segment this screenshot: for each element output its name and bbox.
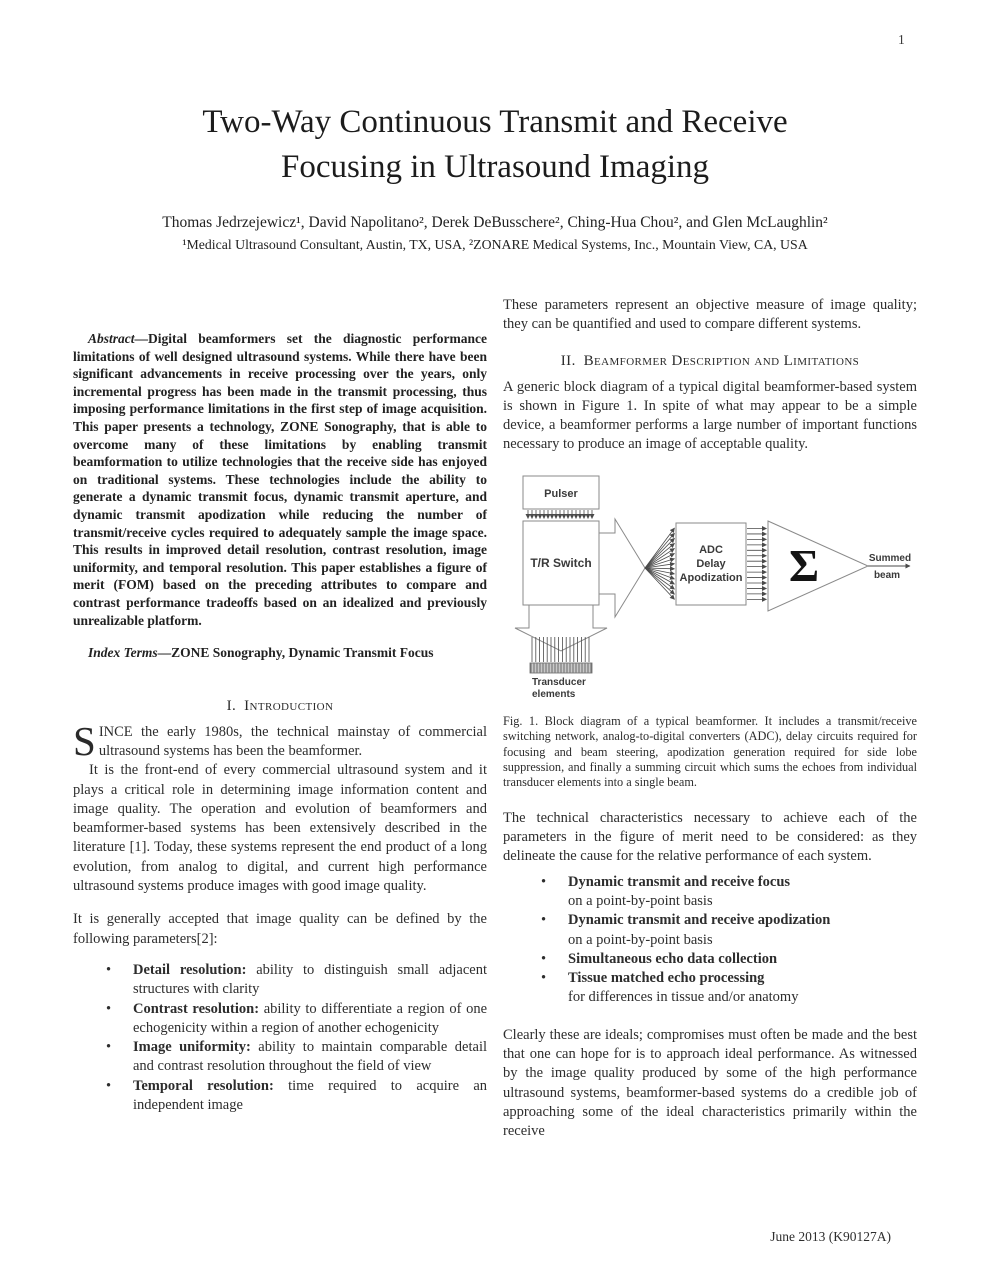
bullet-term: • Simultaneous echo data collection [568,950,778,967]
left-column [73,330,487,1115]
bullet-desc: ability to maintain comparable detail and contrast resolution throughout the field of view [133,1039,488,1075]
image-quality-list [73,961,487,1115]
list-item [568,950,917,969]
right-column [503,296,917,1142]
bullet-desc: ability to differentiate a region of one echogenicity within a region of another echogenicity [133,1000,488,1036]
switch-to-adc-lines [645,528,675,599]
bullet-term: Contrast resolution: [133,1000,260,1017]
paper-title [0,100,990,190]
intro-paragraph-2: It is the front-end of every commercial ultrasound system and it plays a critical role in determining image information content and image quality. The operation and evolution of beamformers and beamformer-based systems has been extensively described in the literature [1]. Today, these systems represent the end product of a long evolution, from analog to digital, and current high performance ultrasound systems produce images with good image quality. [73,762,487,895]
list-item [568,873,917,912]
bullet-term: Detail resolution: [133,961,247,978]
figure1 [503,471,917,708]
bullet-desc: on a point-by-point basis [568,931,713,948]
section-heading-introduction: I. Introduction [226,697,334,714]
affiliations-line: ¹Medical Ultrasound Consultant, Austin, TX, USA, ²ZONARE Medical Systems, Inc., Mountain View, CA, USA [182,237,808,252]
intro-paragraph-1 [73,717,487,764]
sigma-symbol: Σ [788,539,820,591]
bullet-term: • Dynamic transmit and receive focus [568,873,791,890]
list-item [133,1077,487,1116]
page-number: 1 [898,32,905,47]
merit-list [503,873,917,1008]
list-item [133,1038,487,1077]
bullet-desc: for differences in tissue and/or anatomy [568,989,799,1006]
tr-switch-label: T/R Switch [530,555,592,570]
title-line-2: Focusing in Ultrasound Imaging [280,149,710,185]
summed-beam-label-line1: Summed [868,552,912,564]
intro-paragraph-3: It is generally accepted that image quality can be defined by the following parameters[2]: [73,911,487,947]
bullet-desc: on a point-by-point basis [568,893,713,909]
index-terms-label: Index Terms [88,645,158,661]
beamformer-paragraph-2: The technical characteristics necessary to achieve each of the parameters in the figure of merit need to be considered: as they delineate the cause for the relative performance of each system. [503,809,917,865]
title-line-1: Two-Way Continuous Transmit and Receive [202,104,788,140]
closing-paragraph: Clearly these are ideals; compromises must often be made and the best that one can hope for is to approach ideal performance. As witnessed by the image quality produced by some of the high performance ultrasound systems, beamformer-based systems do a credible job of approaching some of the ideal characteristics primarily within the receive [503,1026,917,1140]
summed-beam-label-line2: beam [873,569,901,581]
pulser-to-switch-lines [528,510,592,519]
footer-date: June 2013 (K90127A) [770,1229,891,1244]
adc-label-line1: ADC [699,543,723,556]
bullet-term: • Tissue matched echo processing [568,970,765,987]
abstract-label: Abstract [88,331,135,346]
authors-line: Thomas Jedrzejewicz¹, David Napolitano², Derek DeBusschere², Ching-Hua Chou², and Glen McLaughlin² [162,214,828,231]
bullet-term: Temporal resolution: [133,1077,274,1094]
bullet-desc: ability to distinguish small adjacent structures with clarity [133,961,488,998]
list-item [133,961,487,1000]
beamformer-paragraph-1: A generic block diagram of a typical digital beamformer-based system is shown in Figure 1. In spite of what may appear to be a simple device, a beamformer performs a large number of important functions necessary to produce an image of acceptable quality. [503,378,917,453]
section-heading-beamformer: II. Beamformer Description and Limitations [560,352,860,369]
big-right-arrow [599,519,645,617]
transducer-label-line2: elements [532,688,576,700]
list-item [133,1000,487,1039]
list-item [568,911,917,950]
figure1-caption: Fig. 1. Block diagram of a typical beamformer. It includes a transmit/receive switching network, analog-to-digital converters (ADC), delay circuits required for focusing and beam steering, apodization generation required for side lobe suppression, and finally a summing circuit which sums the echoes from individual transducer elements into a single beam. [503,713,917,790]
pulser-label: Pulser [544,487,578,500]
intro-paragraph-1-text: INCE the early 1980s, the technical mainstay of commercial ultrasound systems has been the beamformer. [98,723,487,759]
adc-label-line3: Apodization [679,571,743,584]
bullet-desc: time required to acquire an independent image [133,1077,487,1114]
parameters-paragraph: These parameters represent an objective measure of image quality; they can be quantified and used to compare different systems. [503,297,917,333]
figure1-diagram [503,471,915,703]
list-item [568,969,917,1008]
big-down-arrow [515,605,607,651]
adc-label-line2: Delay [696,557,726,570]
transducer-array-hatch [531,663,591,672]
bullet-term: • Dynamic transmit and receive apodization [568,912,831,929]
abstract-paragraph [73,330,487,629]
transducer-label-line1: Transducer [532,676,586,688]
abstract-text: —Digital beamformers set the diagnostic performance limitations of well designed ultrasound systems. While there have been significant advancements in receive processing over the years, only incremental progress has been made in the transmit processing, thus imposing performance limitations in the first step of image acquisition. This paper presents a technology, ZONE Sonography, that is able to overcome many of these limitations by enabling transmit beamformation to utilize technologies that the receive side has enjoyed on traditional systems. These technologies include the ability to generate a dynamic transmit focus, dynamic transmit aperture, and dynamic transmit apodization while reducing the number of transmit/receive cycles required to adequately sample the image space. This results in improved detail resolution, contrast resolution, image uniformity, and temporal resolution. This paper establishes a figure of merit (FOM) based on the preceding attributes to compare and contrast performance tradeoffs based on an idealized and previously unrealizable platform. [73,331,487,628]
adc-to-sum-lines [747,528,767,599]
index-terms-text: —ZONE Sonography, Dynamic Transmit Focus [157,645,434,661]
bullet-term: Image uniformity: [133,1039,251,1056]
drop-cap: S [73,717,96,764]
index-terms [73,644,487,662]
